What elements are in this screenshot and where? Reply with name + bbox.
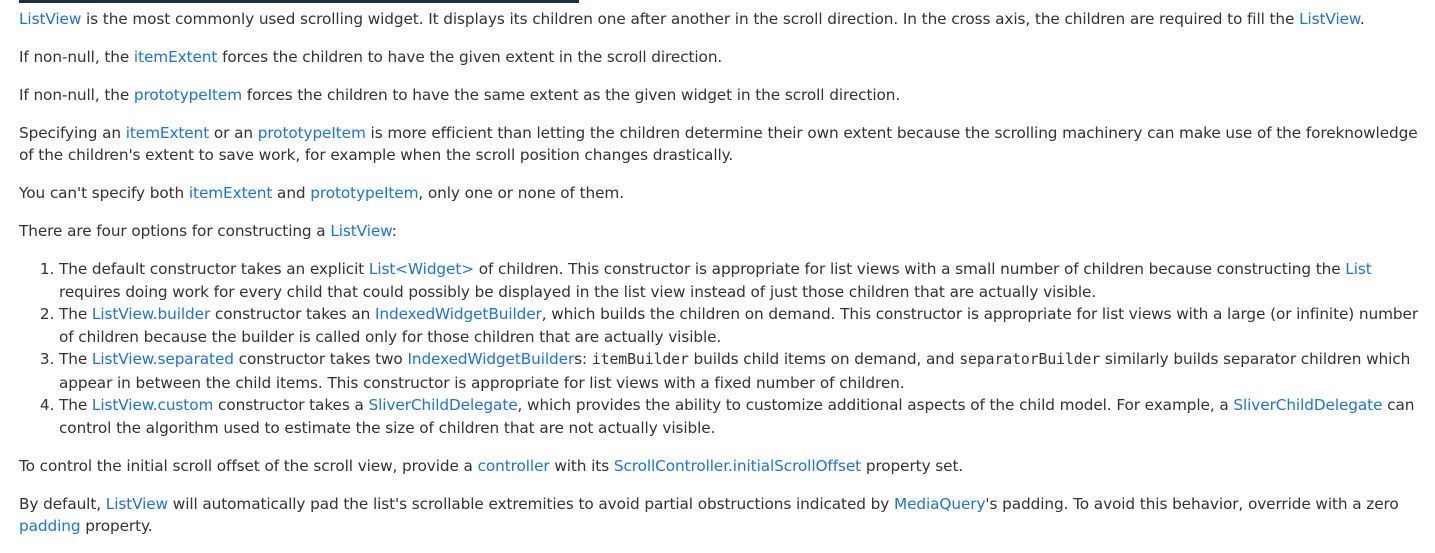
paragraph-specify-both [19, 182, 1433, 204]
listview-link[interactable]: ListView [330, 222, 392, 240]
text: The [59, 350, 92, 368]
prototype-item-link[interactable]: prototypeItem [310, 184, 419, 202]
text: There are four options for constructing a [19, 222, 331, 240]
text: constructor takes a [213, 396, 369, 414]
text: To control the initial scroll offset of the scroll view, provide a [19, 457, 478, 475]
list-item-separated-constructor [59, 348, 1433, 394]
text: and [272, 184, 311, 202]
text: builds child items on demand, and [688, 350, 960, 368]
media-query-link[interactable]: MediaQuery [893, 495, 986, 513]
listview-custom-link[interactable]: ListView.custom [91, 396, 214, 414]
text: is more efficient than letting the children determine their own extent because the scrolling machinery can make use of the foreknowledge of the children's extent to save work, for example when the scroll position changes drastically. [19, 124, 1418, 164]
padding-link[interactable]: padding [19, 517, 81, 535]
constructor-options-list [19, 258, 1433, 439]
text: By default, [19, 495, 106, 513]
list-item-custom-constructor [59, 394, 1433, 439]
text: similarly builds separator children which appear in between the child items. This constructor is appropriate for list views with a fixed number of children. [59, 350, 1411, 392]
list-item-builder-constructor [59, 303, 1433, 348]
text: : [391, 222, 397, 240]
text: The [59, 305, 92, 323]
paragraph-four-options [19, 220, 1433, 242]
doc-content [19, 8, 1433, 553]
top-divider-bar [19, 0, 579, 3]
paragraph-efficiency [19, 122, 1433, 166]
text: property set. [861, 457, 964, 475]
paragraph-initial-scroll-offset [19, 455, 1433, 477]
text: property. [80, 517, 153, 535]
text: The default constructor takes an explicit [59, 260, 369, 278]
text: If non-null, the [19, 48, 134, 66]
text: or an [209, 124, 258, 142]
text: requires doing work for every child that could possibly be displayed in the list view instead of just those children that are actually visible. [59, 282, 1097, 301]
text: with its [549, 457, 614, 475]
item-extent-link[interactable]: itemExtent [125, 124, 210, 142]
sliver-child-delegate-link[interactable]: SliverChildDelegate [1233, 396, 1383, 414]
paragraph-padding [19, 493, 1433, 537]
text: can control the algorithm used to estimate the size of children that are not actually visible. [59, 396, 1415, 437]
text: forces the children to have the same extent as the given widget in the scroll direction. [242, 86, 901, 104]
listview-link[interactable]: ListView [1299, 10, 1360, 28]
text: of children. This constructor is appropriate for list views with a small number of children because constructing the [473, 260, 1346, 278]
text: constructor takes an [210, 305, 375, 323]
list-widget-link[interactable]: List<Widget> [368, 260, 474, 278]
text: Specifying an [19, 124, 126, 142]
text: , only one or none of them. [418, 184, 624, 202]
text: The [59, 396, 92, 414]
text: , which builds the children on demand. This constructor is appropriate for list views with a large (or infinite) number of children because the builder is called only for those children that are actually visible. [59, 305, 1419, 346]
listview-builder-link[interactable]: ListView.builder [91, 305, 211, 323]
prototype-item-link[interactable]: prototypeItem [133, 86, 242, 104]
text: 's padding. To avoid this behavior, override with a zero [985, 495, 1399, 513]
text: forces the children to have the given extent in the scroll direction. [217, 48, 723, 66]
separator-builder-code: separatorBuilder [959, 351, 1101, 368]
initial-scroll-offset-link[interactable]: ScrollController.initialScrollOffset [613, 457, 862, 475]
list-link[interactable]: List [1345, 260, 1372, 278]
sliver-child-delegate-link[interactable]: SliverChildDelegate [368, 396, 518, 414]
controller-link[interactable]: controller [477, 457, 550, 475]
paragraph-listview-intro [19, 8, 1433, 30]
listview-separated-link[interactable]: ListView.separated [91, 350, 234, 368]
item-extent-link[interactable]: itemExtent [133, 48, 218, 66]
text: You can't specify both [19, 184, 189, 202]
text: constructor takes two [233, 350, 408, 368]
text: . [1359, 10, 1365, 28]
paragraph-prototype-item [19, 84, 1433, 106]
text: , which provides the ability to customize additional aspects of the child model. For example, a [517, 396, 1234, 414]
text: If non-null, the [19, 86, 134, 104]
text: s: [574, 350, 592, 368]
item-builder-code: itemBuilder [591, 351, 689, 368]
text: will automatically pad the list's scrollable extremities to avoid partial obstructions indicated by [168, 495, 894, 513]
listview-link[interactable]: ListView [105, 495, 169, 513]
indexed-widget-builder-link[interactable]: IndexedWidgetBuilder [407, 350, 575, 368]
paragraph-item-extent [19, 46, 1433, 68]
text: is the most commonly used scrolling widget. It displays its children one after another in the scroll direction. In the cross axis, the children are required to fill the [81, 10, 1300, 28]
item-extent-link[interactable]: itemExtent [188, 184, 273, 202]
indexed-widget-builder-link[interactable]: IndexedWidgetBuilder [375, 305, 542, 323]
listview-link[interactable]: ListView [19, 10, 82, 28]
prototype-item-link[interactable]: prototypeItem [257, 124, 366, 142]
list-item-default-constructor [59, 258, 1433, 303]
